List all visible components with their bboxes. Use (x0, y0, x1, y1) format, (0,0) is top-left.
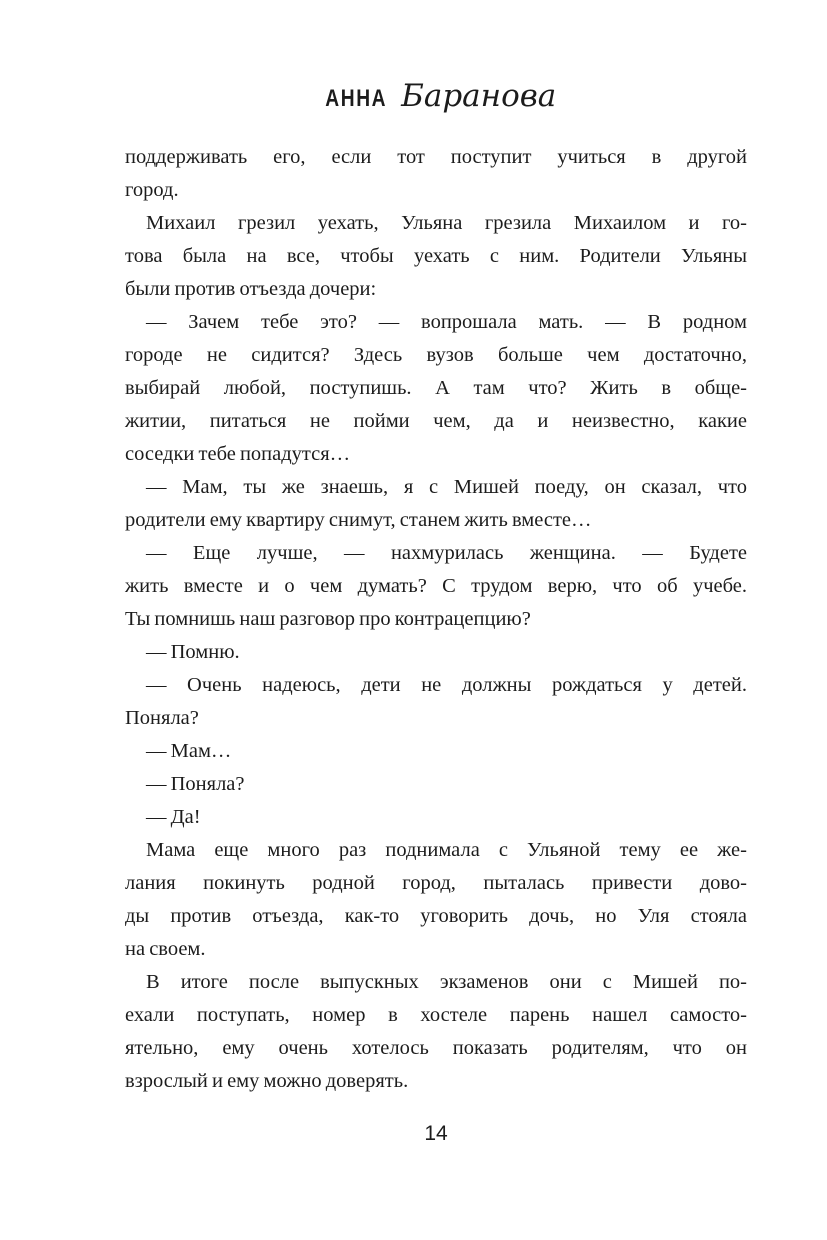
paragraph (125, 537, 747, 636)
author-first-name: АННА (325, 85, 387, 112)
paragraph (125, 966, 747, 1098)
text-line: ятельно, ему очень хотелось показать родителям, что он (125, 1037, 747, 1059)
paragraph (125, 834, 747, 966)
text-line: городе не сидится? Здесь вузов больше чем достаточно, (125, 344, 747, 366)
text-line: — Мам… (146, 740, 232, 762)
text-line: жить вместе и о чем думать? С трудом верю, что об учебе. (125, 575, 747, 597)
text-block (125, 141, 747, 1098)
paragraph (125, 207, 747, 306)
text-line: В итоге после выпускных экзаменов они с Мишей по- (146, 971, 747, 993)
text-line: город. (125, 179, 179, 201)
text-line: житии, питаться не пойми чем, да и неизвестно, какие (125, 410, 747, 432)
text-line: были против отъезда дочери: (125, 278, 377, 300)
text-line: на своем. (125, 938, 206, 960)
paragraph (125, 669, 747, 735)
text-line: — Поняла? (146, 773, 245, 795)
text-line: Ты помнишь наш разговор про контрацепцию? (125, 608, 531, 630)
page-number: 14 (424, 1122, 448, 1145)
text-line: Михаил грезил уехать, Ульяна грезила Михаилом и го- (146, 212, 747, 234)
text-line: родители ему квартиру снимут, станем жить вместе… (125, 509, 592, 531)
paragraph (125, 471, 747, 537)
text-line: — Зачем тебе это? — вопрошала мать. — В родном (146, 311, 747, 333)
text-line: — Еще лучше, — нахмурилась женщина. — Будете (146, 542, 747, 564)
paragraph (125, 801, 747, 834)
text-line: — Да! (146, 806, 201, 828)
text-line: соседки тебе попадутся… (125, 443, 351, 465)
paragraph (125, 636, 747, 669)
running-head (125, 78, 747, 114)
text-line: взрослый и ему можно доверять. (125, 1070, 409, 1092)
text-line: Поняла? (125, 707, 199, 729)
text-line: ды против отъезда, как-то уговорить дочь, но Уля стояла (125, 905, 747, 927)
text-line: това была на все, чтобы уехать с ним. Родители Ульяны (125, 245, 747, 267)
paragraph (125, 306, 747, 471)
text-line: — Очень надеюсь, дети не должны рождаться у детей. (146, 674, 747, 696)
text-line: поддерживать его, если тот поступит учиться в другой (125, 146, 747, 168)
text-line: лания покинуть родной город, пыталась привести дово- (125, 872, 747, 894)
paragraph (125, 768, 747, 801)
author-last-name: Баранова (401, 78, 557, 114)
text-line: Мама еще много раз поднимала с Ульяной тему ее же- (146, 839, 747, 861)
text-line: выбирай любой, поступишь. А там что? Жить в обще- (125, 377, 747, 399)
text-line: — Помню. (146, 641, 240, 663)
paragraph (125, 141, 747, 207)
paragraph (125, 735, 747, 768)
text-line: ехали поступать, номер в хостеле парень нашел самосто- (125, 1004, 747, 1026)
text-line: — Мам, ты же знаешь, я с Мишей поеду, он сказал, что (146, 476, 747, 498)
